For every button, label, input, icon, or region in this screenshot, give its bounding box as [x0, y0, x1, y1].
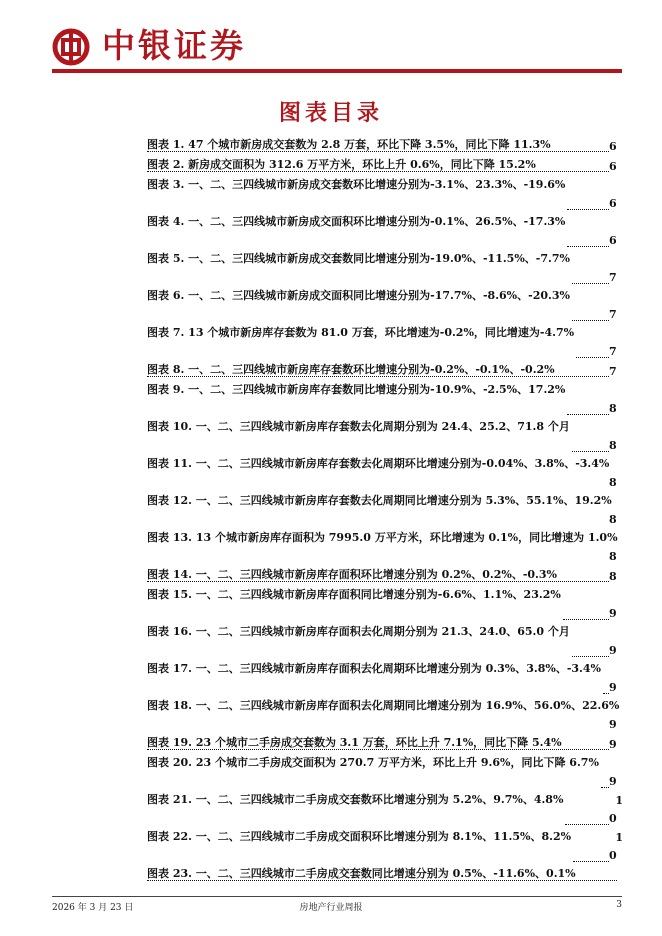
footer-page-number: 3 — [616, 900, 622, 910]
toc-entry-text: 一、二、三四线城市新房库存面积去化周期分别为 21.3、24.0、65.0 个月 — [195, 625, 570, 638]
toc-entry-text: 一、二、三四线城市新房成交面积环比增速分别为-0.1%、26.5%、-17.3% — [188, 215, 566, 228]
toc-entry-page: 8 — [609, 568, 623, 586]
dot-leader — [572, 451, 611, 452]
toc-entry[interactable] — [147, 865, 623, 885]
dot-leader — [567, 209, 611, 210]
footer-divider — [52, 896, 622, 897]
toc-entry-label: 图表 1. — [147, 138, 185, 151]
toc-entry-label: 图表 16. — [147, 625, 192, 638]
toc-entry-label: 图表 23. — [147, 867, 192, 880]
toc-entry-text: 一、二、三四线城市新房库存面积同比增速分别为-6.6%、1.1%、23.2% — [195, 588, 561, 601]
dot-leader — [565, 824, 611, 825]
toc-entry[interactable] — [147, 176, 623, 213]
toc-title: 图表目录 — [278, 101, 383, 126]
toc-entry-text: 一、二、三四线城市新房库存套数同比增速分别为-10.9%、-2.5%、17.2% — [188, 383, 566, 396]
toc-entry-label: 图表 18. — [147, 699, 192, 712]
toc-entry-text: 47 个城市新房成交套数为 2.8 万套，环比下降 3.5%，同比下降 11.3% — [188, 138, 551, 151]
toc-entry-label: 图表 12. — [147, 494, 192, 507]
bank-of-china-logo-icon — [52, 28, 90, 66]
toc-entry-page: 9 — [609, 716, 623, 734]
toc-entry-page: 9 — [609, 736, 623, 754]
toc-entry-label: 图表 13. — [147, 531, 192, 544]
dot-leader — [147, 880, 617, 881]
toc-entry-page: 8 — [609, 400, 623, 418]
toc-entry[interactable] — [147, 250, 623, 287]
dot-leader — [147, 376, 617, 377]
toc-entry-label: 图表 10. — [147, 420, 192, 433]
toc-entry-text: 一、二、三四线城市二手房成交套数环比增速分别为 5.2%、9.7%、4.8% — [195, 793, 564, 806]
dot-leader — [576, 357, 611, 358]
toc-entry-text: 一、二、三四线城市新房库存套数去化周期同比增速分别为 5.3%、55.1%、19.2% — [195, 494, 612, 507]
toc-entry-page: 9 — [609, 679, 623, 697]
toc-entry[interactable] — [147, 734, 623, 754]
footer-date: 2026 年 3 月 23 日 — [52, 903, 134, 913]
toc-entry-page: 8 — [609, 548, 623, 566]
toc-entry[interactable] — [147, 361, 623, 381]
toc-entry[interactable] — [147, 455, 623, 492]
toc-entry-label: 图表 17. — [147, 662, 192, 675]
dot-leader — [572, 283, 611, 284]
dot-leader — [572, 320, 611, 321]
toc-entry-label: 图表 5. — [147, 252, 185, 265]
toc-entry-label: 图表 3. — [147, 178, 185, 191]
toc-entry-label: 图表 14. — [147, 568, 192, 581]
toc-entry-text: 13 个城市新房库存套数为 81.0 万套，环比增速为-0.2%，同比增速为-4.7% — [188, 326, 575, 339]
toc-entry-text: 一、二、三四线城市新房库存套数去化周期分别为 24.4、25.2、71.8 个月 — [195, 420, 570, 433]
dot-leader — [563, 619, 611, 620]
toc-entry[interactable] — [147, 529, 623, 566]
dot-leader — [567, 246, 611, 247]
toc-entry[interactable] — [147, 566, 623, 586]
toc-entry-label: 图表 9. — [147, 383, 185, 396]
toc-entry[interactable] — [147, 660, 623, 697]
toc-entry-label: 图表 4. — [147, 215, 185, 228]
toc-entry-text: 23 个城市二手房成交套数为 3.1 万套，环比上升 7.1%，同比下降 5.4% — [195, 736, 562, 749]
toc-entry-label: 图表 22. — [147, 830, 192, 843]
brand-name: 中银证券 — [102, 26, 246, 65]
toc-entry-page: 7 — [609, 363, 623, 381]
toc-entry-label: 图表 7. — [147, 326, 185, 339]
toc-entry-label: 图表 21. — [147, 793, 192, 806]
header-divider — [52, 69, 622, 73]
toc-entry[interactable] — [147, 156, 623, 176]
toc-entry-text: 一、二、三四线城市新房成交面积同比增速分别为-17.7%、-8.6%、-20.3% — [188, 289, 570, 302]
toc-entry[interactable] — [147, 623, 623, 660]
toc-entry[interactable] — [147, 213, 623, 250]
table-of-figures — [147, 136, 623, 885]
toc-entry[interactable] — [147, 136, 623, 156]
toc-entry[interactable] — [147, 287, 623, 324]
toc-entry[interactable] — [147, 828, 623, 865]
toc-entry-text: 一、二、三四线城市新房库存面积去化周期环比增速分别为 0.3%、3.8%、-3.4% — [195, 662, 601, 675]
toc-entry-label: 图表 8. — [147, 363, 185, 376]
toc-entry-text: 一、二、三四线城市新房库存套数环比增速分别为-0.2%、-0.1%、-0.2% — [188, 363, 555, 376]
toc-entry-page: 8 — [609, 511, 623, 529]
toc-entry-page: 6 — [609, 195, 623, 213]
toc-entry-label: 图表 6. — [147, 289, 185, 302]
toc-entry[interactable] — [147, 492, 623, 529]
toc-entry[interactable] — [147, 324, 623, 361]
toc-entry-page: 7 — [609, 269, 623, 287]
toc-entry[interactable] — [147, 418, 623, 455]
dot-leader — [147, 151, 617, 152]
dot-leader — [147, 171, 617, 172]
dot-leader — [147, 581, 617, 582]
dot-leader — [147, 749, 617, 750]
toc-entry-text: 一、二、三四线城市新房成交套数环比增速分别为-3.1%、23.3%、-19.6% — [188, 178, 566, 191]
toc-entry-page: 9 — [609, 642, 623, 660]
toc-entry[interactable] — [147, 791, 623, 828]
toc-entry[interactable] — [147, 754, 623, 791]
toc-entry-label: 图表 15. — [147, 588, 192, 601]
toc-entry-page: 6 — [609, 232, 623, 250]
toc-entry-page: 10 — [609, 829, 623, 865]
toc-entry[interactable] — [147, 381, 623, 418]
toc-entry-page: 8 — [609, 437, 623, 455]
toc-entry-page: 9 — [609, 773, 623, 791]
toc-entry-text: 23 个城市二手房成交面积为 270.7 万平方米，环比上升 9.6%，同比下降 6.7% — [195, 756, 599, 769]
toc-entry-page: 9 — [609, 605, 623, 623]
footer-report-name: 房地产行业周报 — [299, 903, 363, 913]
toc-entry-text: 一、二、三四线城市新房库存面积环比增速分别为 0.2%、0.2%、-0.3% — [195, 568, 557, 581]
toc-entry-text: 一、二、三四线城市新房成交套数同比增速分别为-19.0%、-11.5%、-7.7% — [188, 252, 570, 265]
toc-entry-text: 一、二、三四线城市新房库存面积去化周期同比增速分别为 16.9%、56.0%、22.6% — [195, 699, 620, 712]
toc-entry-page: 6 — [609, 158, 623, 176]
dot-leader — [572, 656, 611, 657]
toc-entry-text: 新房成交面积为 312.6 万平方米，环比上升 0.6%，同比下降 15.2% — [188, 158, 536, 171]
page-header — [52, 20, 622, 80]
toc-entry-label: 图表 19. — [147, 736, 192, 749]
toc-entry[interactable] — [147, 697, 623, 734]
toc-entry-label: 图表 2. — [147, 158, 185, 171]
toc-entry-page: 6 — [609, 138, 623, 156]
toc-entry[interactable] — [147, 586, 623, 623]
toc-entry-text: 13 个城市新房库存面积为 7995.0 万平方米，环比增速为 0.1%，同比增速为 1.0% — [195, 531, 618, 544]
toc-entry-label: 图表 20. — [147, 756, 192, 769]
toc-entry-text: 一、二、三四线城市二手房成交套数同比增速分别为 0.5%、-11.6%、0.1% — [195, 867, 576, 880]
toc-entry-page: 8 — [609, 474, 623, 492]
dot-leader — [573, 861, 611, 862]
dot-leader — [567, 414, 611, 415]
toc-entry-text: 一、二、三四线城市二手房成交面积环比增速分别为 8.1%、11.5%、8.2% — [195, 830, 572, 843]
toc-entry-text: 一、二、三四线城市新房库存套数去化周期环比增速分别为-0.04%、3.8%、-3.4% — [195, 457, 610, 470]
toc-entry-page: 7 — [609, 343, 623, 361]
toc-entry-page: 7 — [609, 306, 623, 324]
toc-entry-page: 10 — [609, 792, 623, 828]
toc-entry-label: 图表 11. — [147, 457, 192, 470]
